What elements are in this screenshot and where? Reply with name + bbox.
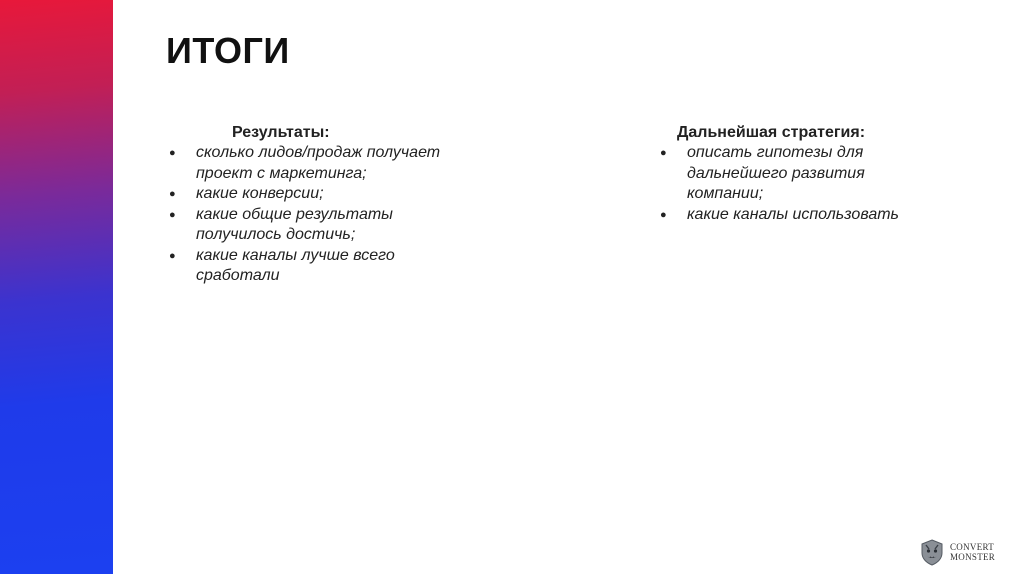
logo-wordmark [950,542,995,562]
bullet-icon: ● [169,208,176,221]
list-item [166,184,446,205]
logo-line-2: MONSTER [950,552,996,562]
list-item-text: сколько лидов/продаж получает проект с маркетинга; [196,144,441,182]
results-heading: Результаты: [232,124,330,141]
list-item [657,205,917,226]
list-item [657,143,917,205]
bullet-icon: ● [169,249,176,262]
list-item [166,143,446,184]
strategy-heading: Дальнейшая стратегия: [677,124,866,141]
list-item-text: описать гипотезы для дальнейшего развития компании; [687,144,865,202]
list-item [166,205,446,246]
strategy-column [657,122,917,225]
list-item-text: какие каналы использовать [687,205,899,223]
list-item-text: какие каналы лучше всего сработали [196,246,395,284]
bullet-icon: ● [169,188,176,200]
monster-crest-icon [918,538,946,566]
bullet-icon: ● [169,147,176,159]
list-item [166,246,446,287]
convert-monster-logo [918,538,995,566]
results-list [166,143,446,287]
list-item-text: какие конверсии; [196,185,324,202]
logo-line-1: CONVERT [950,542,995,552]
results-column [166,122,446,287]
gradient-side-bar [0,0,113,574]
strategy-list [657,143,917,225]
bullet-icon: ● [660,208,667,221]
list-item-text: какие общие результаты получилось достичь; [196,205,393,243]
bullet-icon: ● [660,147,667,159]
slide-title: ИТОГИ [166,30,290,71]
